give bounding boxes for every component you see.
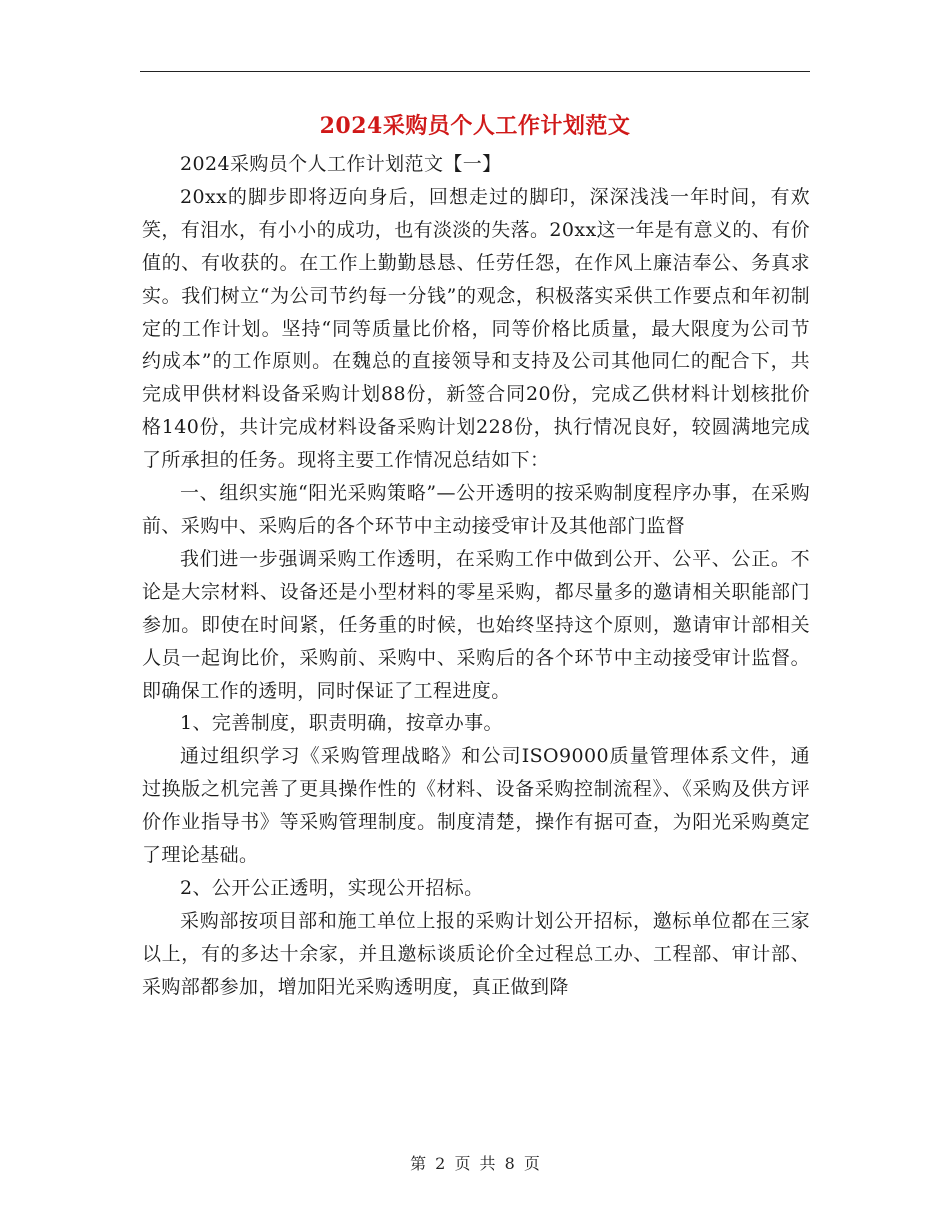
header-rule (140, 71, 810, 72)
document-title: 2024采购员个人工作计划范文 (319, 113, 631, 139)
document-body (142, 148, 810, 1004)
paragraph-section-1: 我们进一步强调采购工作透明，在采购工作中做到公开、公平、公正。不论是大宗材料、设备还是小型材料的零星采购，都尽量多的邀请相关职能部门参加。即使在时间紧，任务重的时候，也始终坚持这个原则，邀请审计部相关人员一起询比价，采购前、采购中、采购后的各个环节中主动接受审计监督。即确保工作的透明，同时保证了工程进度。 (142, 547, 810, 702)
subheading-2: 2、公开公正透明，实现公开招标。 (180, 876, 484, 899)
paragraph-intro: 20xx的脚步即将迈向身后，回想走过的脚印，深深浅浅一年时间，有欢笑，有泪水，有小小的成功，也有淡淡的失落。20xx这一年是有意义的、有价值的、有收获的。在工作上勤勤恳恳、任劳任怨，在作风上廉洁奉公、务真求实。我们树立“为公司节约每一分钱”的观念，积极落实采供工作要点和年初制定的工作计划。坚持“同等质量比价格，同等价格比质量，最大限度为公司节约成本”的工作原则。在魏总的直接领导和支持及公司其他同仁的配合下，共完成甲供材料设备采购计划88份，新签合同20份，完成乙供材料计划核批价格140份，共计完成材料设备采购计划228份，执行情况良好，较圆满地完成了所承担的任务。现将主要工作情况总结如下： (142, 185, 811, 472)
section-heading-1: 一、组织实施“阳光采购策略”—公开透明的按采购制度程序办事，在采购前、采购中、采购后的各个环节中主动接受审计及其他部门监督 (142, 482, 810, 537)
paragraph-subtitle: 2024采购员个人工作计划范文【一】 (180, 153, 502, 175)
paragraph-subsection-1: 通过组织学习《采购管理战略》和公司ISO9000质量管理体系文件，通过换版之机完善了更具操作性的《材料、设备采购控制流程》、《采购及供方评价作业指导书》等采购管理制度。制度清楚，操作有据可查，为阳光采购奠定了理论基础。 (142, 745, 810, 867)
subheading-1: 1、完善制度，职责明确，按章办事。 (180, 712, 503, 735)
page-number: 第 2 页 共 8 页 (410, 1154, 540, 1173)
paragraph-subsection-2: 采购部按项目部和施工单位上报的采购计划公开招标，邀标单位都在三家以上，有的多达十余家，并且邀标谈质论价全过程总工办、工程部、审计部、采购部都参加，增加阳光采购透明度，真正做到降 (142, 909, 810, 998)
